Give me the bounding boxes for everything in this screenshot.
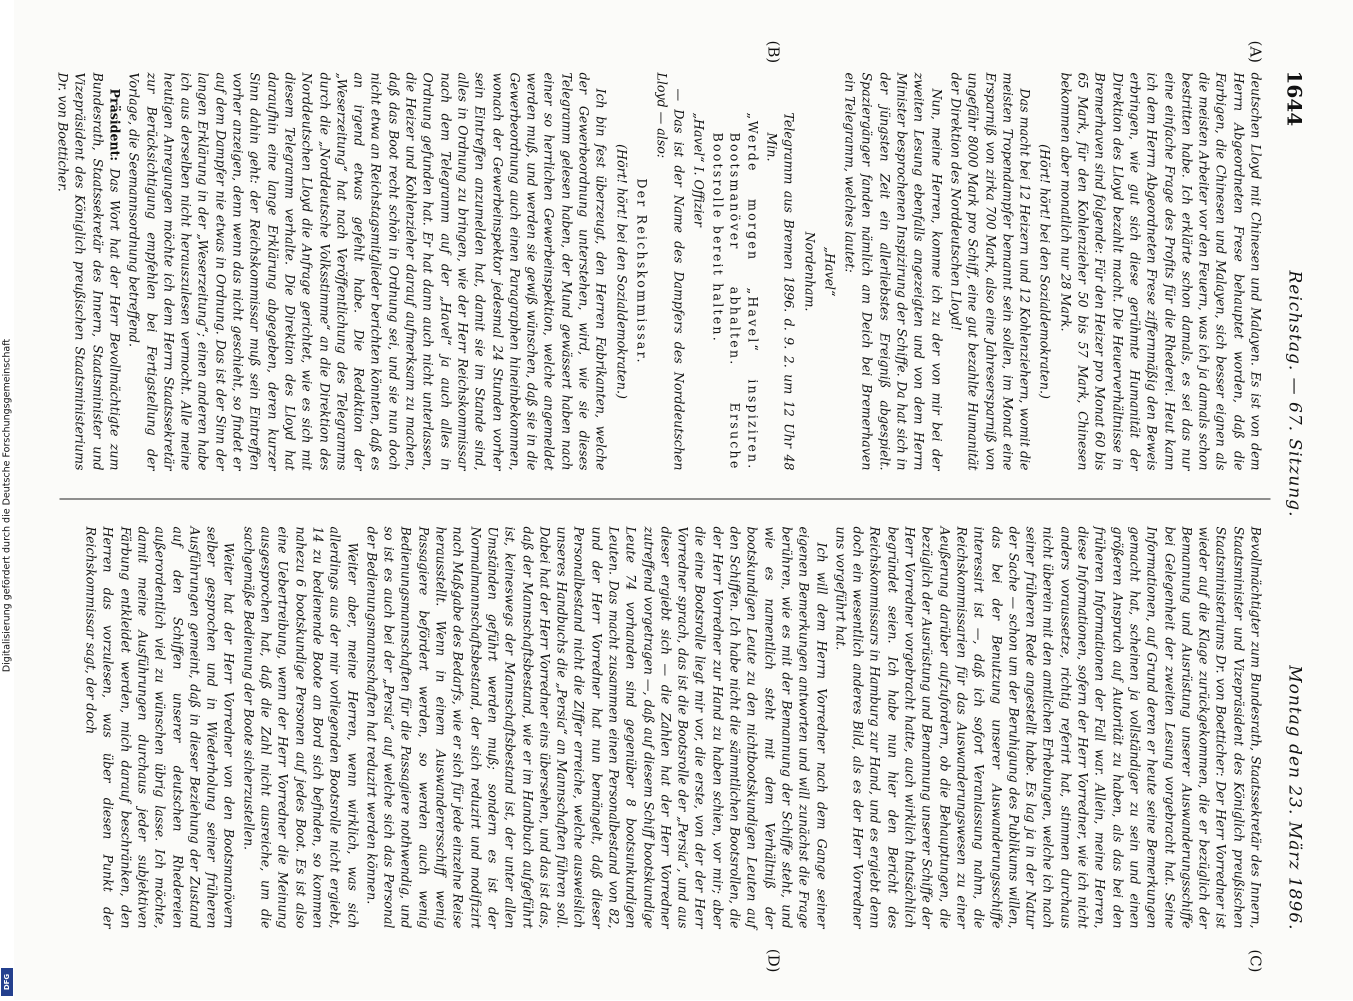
document-page [0,1,1353,1001]
paragraph: Nun, meine Herren, komme ich zu der von mir bei der zweiten Lesung ebenfalls angezeigten und von dem Herrn Minister besprochenen Inspizirung der Schiffe. Da hat sich in der jüngsten Zeit ein allerliebstes Ereigniß abgespielt. Spaziergänger fanden nämlich am Deich bei Bremerhaven ein Telegramm, welches lautet: [842,72,945,471]
left-column [55,72,1265,471]
paragraph: Weiter hat der Herr Vorredner von den Bootsmanövern selber gesprochen und in Wiederholung seiner früheren Ausführungen gemeint, daß in dieser Beziehung der Zustand auf den Schiffen unserer deutschen Rhedereien außerordentlich viel zu wünschen übrig lasse. Ich möchte, damit meine Ausführungen durchaus jeder subjektiven Färbung entkleidet werden, mich darauf beschränken, den Herren das vorzulesen, was über diesen Punkt der Reichskommissar sagt, der doch [83,526,237,929]
paragraph: Ich bin fest überzeugt, den Herren Fabrikanten, welche der Gewerbeordnung unterstehen, wird, wie sie dieses Telegramm gelesen haben, der Mund gewässert haben nach einer so herrlichen Gewerbeinspektion, welche angemeldet werden muß, und werden sie gewiß wünschen, daß sie in die Gewerbeordnung auch einen Paragraphen hineinbekommen, wonach der Gewerbeinspektor jedesmal 24 Stunden vorher sein Eintreffen anzumelden hat, damit sie im Stande sind, alles in Ordnung zu bringen, wie der Herr Reichskommissar nach dem Telegramm auf der „Havel“ ja auch alles in Ordnung gefunden hat. Er hat dann auch nicht unterlassen, die Heizer und Kohlenzieher darauf aufmerksam zu machen, daß das Boot recht schön in Ordnung sei, und sie nun doch nicht etwa an Reichstagsmitglieder berichten könnten, daß es an irgend etwas gefehlt habe. Die Redaktion der „Weserzeitung“ hat nach Veröffentlichung des Telegramms durch die „Norddeutsche Volksstimme“ an die Direktion des Norddeutschen Lloyd die Anfrage gerichtet, wie es sich mit diesem Telegramm verhalte. Die Direktion des Lloyd hat daraufhin eine lange Erklärung abgegeben, deren kurzer Sinn dahin geht: der Reichskommissar muß sein Eintreffen vorher anzeigen, denn wenn das nicht geschieht, so findet er auf dem Dampfer nie etwas in Ordnung. Das ist der Sinn der langen Erklärung in der „Weserzeitung“; einen anderen habe ich aus derselben nicht herauszulesen vermocht. Alle meine heutigen Anregungen möchte ich dem Herrn Staatssekretär zur Berücksichtigung empfehlen bei Fertigstellung der Vorlage, die Seemannsordnung betreffend. [126,72,609,471]
margin-mark-d: (D) [764,948,783,973]
header-date: Montag den 23. März 1896. [1284,665,1305,931]
telegram-place: Nordenham. [802,231,818,312]
telegram-header: Telegramm aus Bremen 1896. d. 9. 2. um 12 Uhr 48 Min. [764,112,797,471]
right-column [80,527,1265,929]
speaker-label: Präsident: [107,88,123,162]
dfg-logo-label: DFG [3,973,11,991]
margin-mark-b: (B) [764,40,783,64]
margin-mark-a: (A) [1246,40,1265,64]
column-divider [60,499,1271,500]
paragraph-text: Das Wort hat der Herr Bevollmächtigte zum Bundesrath, Staatssekretär des Innern, Staatsminister und Vizepräsident des Königlich preußischen Staatsministeriums Dr. von Boetticher. [55,72,123,471]
paragraph: Bevollmächtigter zum Bundesrath, Staatssekretär des Innern, Staatsminister und Vizepräsident des Königlich preußischen Staatsministeriums Dr. von Boetticher: Der Herr Vorredner ist wieder auf die Klage zurückgekommen, die er bezüglich der Bemannung und Ausrüstung unserer Auswanderungsschiffe bei Gelegenheit der zweiten Lesung vorgebracht hat. Seine Informationen, auf Grund deren er heute seine Bemerkungen gemacht hat, scheinen ja vollständiger zu sein und einen größeren Anspruch auf Autorität zu haben, als das bei den früheren Informationen der Fall war. Allein, meine Herren, diese Informationen, sofern der Herr Vorredner, wie ich nicht anders voraussetze, richtig referirt hat, stimmen durchaus nicht überein mit den amtlichen Erhebungen, welche ich nach seiner früheren Rede angestellt habe. Es lag ja in der Natur der Sache — schon um der Beruhigung des Publikums willen, das bei der Benutzung unserer Auswanderungsschiffe interessirt ist —, daß ich sofort Veranlassung nahm, die Reichskommissarien für das Auswanderungswesen zu einer Aeußerung darüber aufzufordern, ob die Behauptungen, die bezüglich der Ausrüstung und Bemannung unserer Schiffe der Herr Vorredner vorgebracht hatte, auch wirklich thatsächlich begründet seien. Ich habe nun hier den Bericht des Reichskommissars in Hamburg zur Hand, und es ergiebt denn doch ein wesentlich anderes Bild, als es der Herr Vorredner uns vorgeführt hat. [833,526,1264,929]
paragraph-president [54,73,123,471]
paragraph: Weiter aber, meine Herren, wenn wirklich, was sich allerdings aus der mir vorliegenden Bootsrolle nicht ergiebt, 14 zu bedienende Boote an Bord sich befinden, so kommen nahezu 6 bootskundige Personen auf jedes Boot. Es ist also eine Uebertreibung, wenn der Herr Vorredner die Meinung ausgesprochen hat, daß die Zahl nicht ausreiche, um die sachgemäße Bedienung der Boote sicherzustellen. [241,526,361,929]
page-header [1279,71,1311,961]
telegram-body: „Werde morgen „Havel“ inspiziren. Bootsmanöver abhalten. Ersuche Bootsrolle bereit halten. [710,112,761,471]
header-title: Reichstag. — 67. Sitzung. [1284,270,1305,518]
imprint-text: Digitalisierung gefördert durch die Deutsche Forschungsgemeinschaft [1,338,13,673]
interjection: (Hört! hört! bei den Sozialdemokraten.) [1037,144,1053,399]
interjection: (Hört! hört! bei den Sozialdemokraten.) [614,144,630,399]
paragraph: Ich will dem Herrn Vorredner nach dem Gange seiner eigenen Bemerkungen antworten und will zunächst die Frage berühren, wie es mit der Bemannung der Schiffe steht, und wie es namentlich steht mit dem Verhältniß der bootskundigen Leute zu den nichtbootskundigen Leuten auf den Schiffen. Ich habe nicht die sämmtlichen Bootsrollen, die der Herr Vorredner zur Hand zu haben schien, vor mir; aber die eine Bootsrolle liegt mir vor, die erste, von der der Herr Vorredner sprach, das ist die Bootsrolle der „Persia“, und aus dieser ergiebt sich — die Zahlen hat der Herr Vorredner zutreffend vorgetragen —, daß auf diesem Schiff bootskundige Leute 74 vorhanden sind gegenüber 8 bootsunkundigen Leuten. Das macht zusammen einen Personalbestand von 82, und der Herr Vorredner hat nun bemängelt, daß dieser Personalbestand nicht die Ziffer erreiche, welche ausweislich unseres Handbuchs die „Persia“ an Mannschaften führen soll. Dabei hat der Herr Vorredner eins übersehen, und das ist das, daß der Mannschaftsbestand, wie er im Handbuch aufgeführt ist, keineswegs der Mannschaftsbestand ist, der unter allen Umständen geführt werden muß; sondern es ist der Normalmannschaftsbestand, der sich reduzirt und modifizirt nach Maßgabe des Bedarfs, wie er sich für jede einzelne Reise herausstellt. Wenn in einem Auswanderersschiff wenig Passagiere befördert werden, so werden auch wenig Bedienungsmannschaften für die Passagiere nothwendig, und so ist es auch bei der „Persia“ auf welche sich das Personal der Bedienungsmannschaften hat reduzirt werden können. [364,526,830,929]
speaker-heading: Der Reichskommissar. [634,178,650,365]
paragraph: — Das ist der Name des Dampfers des Norddeutschen Lloyd — also: [654,72,687,471]
telegram-signature: „Havel“ I. Offizier [691,112,707,227]
page-number: 1644 [1282,70,1307,127]
margin-mark-c: (C) [1246,949,1265,973]
paragraph: deutschen Lloyd mit Chinesen und Malayen. Es ist von dem Herrn Abgeordneten Frese behauptet worden, daß die Farbigen, die Chinesen und Malayen, sich besser eignen als die meisten Arbeiter vor den Feuern, was ich ja damals schon bestritten habe. Ich erklärte schon damals, es sei das nur eine einfache Frage des Profits für die Rhederei. Heut kann ich dem Herrn Abgeordneten Frese ziffernmäßig den Beweis erbringen, wie gut sich diese gerühmte Humanität der Direktion des Lloyd bezahlt macht. Die Heuerverhältnisse in Bremerhaven sind folgende: Für den Heizer pro Monat 60 bis 65 Mark, für den Kohlenzieher 50 bis 57 Mark, Chinesen bekommen aber monatlich nur 28 Mark. [1058,72,1264,471]
paragraph: Das macht bei 12 Heizern und 12 Kohlenziehern, womit die meisten Tropendampfer bemannt sein sollen, im Monat eine Ersparniß von zirka 700 Mark, also eine Jahresersparniß von ungefähr 8000 Mark pro Schiff, eine gut bezahlte Humanität der Direktion des Norddeutschen Lloyd! [948,72,1033,471]
telegram-address: „Havel“ [822,246,838,297]
